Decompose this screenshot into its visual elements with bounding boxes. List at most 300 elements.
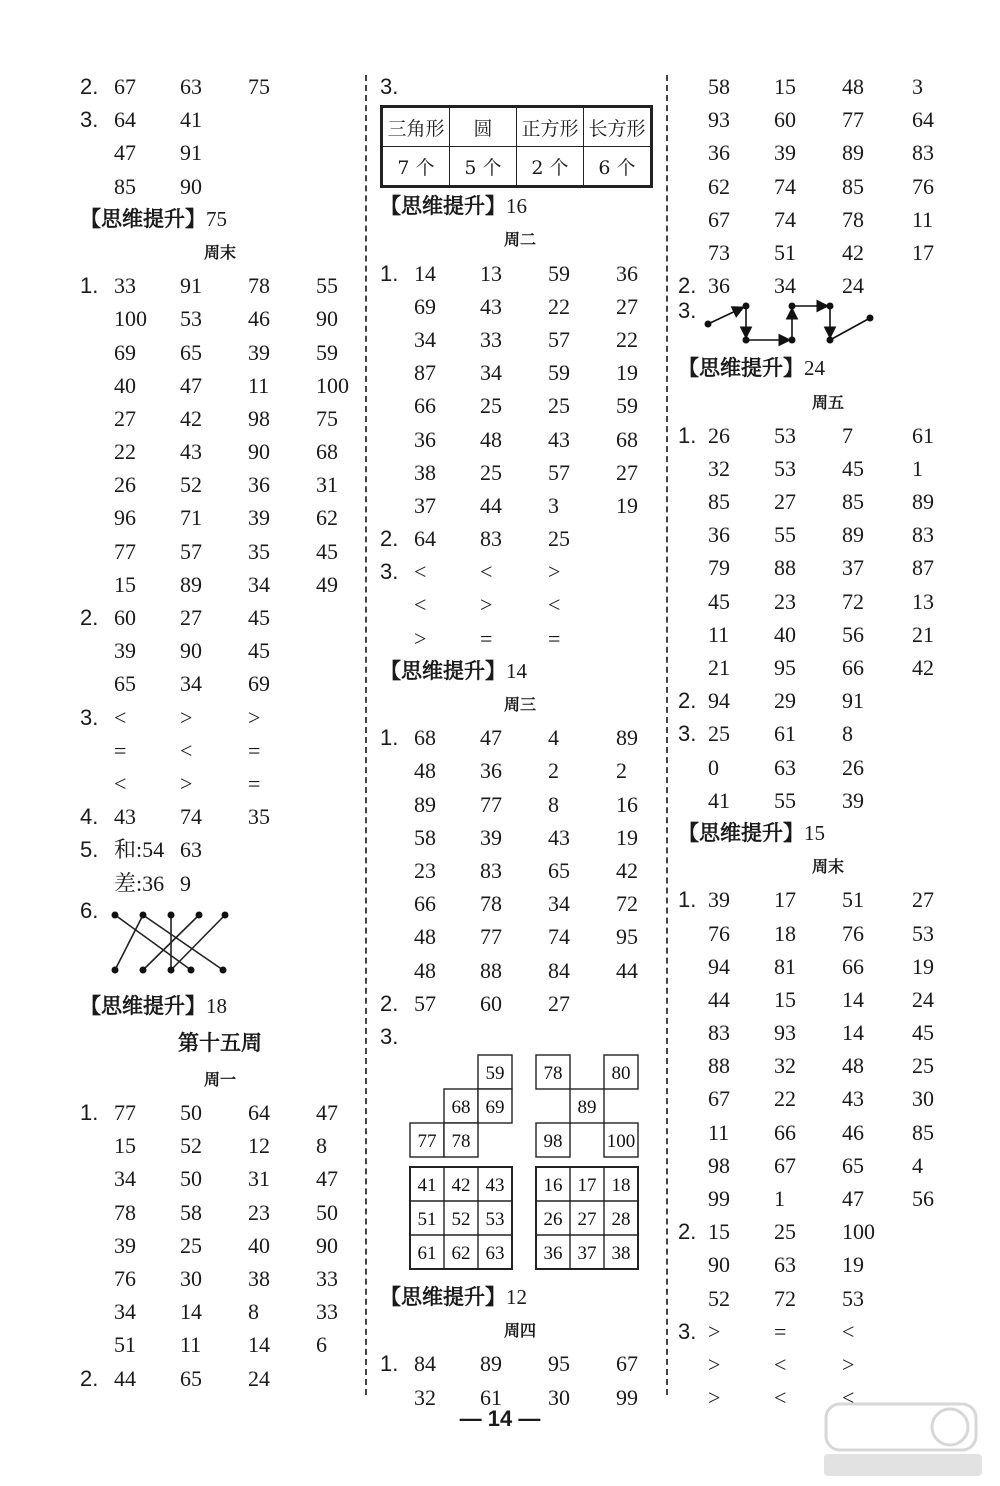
question-2	[80, 601, 360, 701]
thinking-bonus	[380, 1281, 660, 1314]
answer-value: 23	[248, 1199, 270, 1225]
question-number: 3.	[380, 1023, 399, 1049]
bonus-value: 18	[206, 993, 227, 1018]
answer-value: 40	[774, 621, 796, 647]
table-cell: 正方形	[517, 108, 584, 147]
answer-value: 60	[114, 605, 136, 630]
answer-value: 77	[842, 107, 864, 133]
answer-value: 99	[616, 1384, 638, 1410]
answer-value: 99	[708, 1186, 730, 1211]
answer-value: 26	[114, 472, 136, 498]
answer-value: 83	[708, 1020, 730, 1046]
answer-row	[380, 954, 660, 987]
answer-value: 15	[708, 1219, 730, 1245]
grid-number: 17	[577, 1175, 597, 1197]
answer-value: 27	[616, 293, 638, 319]
answer-value: 68	[616, 426, 638, 452]
table-header-row	[383, 108, 651, 147]
dot	[168, 911, 175, 918]
answer-value: 78	[114, 1199, 136, 1225]
answer-value: 8	[842, 721, 853, 747]
question-3	[80, 701, 360, 801]
column-left	[80, 70, 360, 1395]
answer-value: 64	[248, 1100, 270, 1126]
answer-row	[678, 1016, 978, 1049]
day-heading: 周末	[203, 242, 236, 262]
answer-value: 8	[316, 1133, 327, 1159]
answer-row	[80, 136, 360, 169]
answer-value: 60	[480, 990, 502, 1016]
answer-value: 93	[774, 1020, 796, 1046]
answer-value: 89	[842, 522, 864, 548]
answer-row	[380, 257, 660, 290]
column-middle	[380, 70, 660, 1414]
answer-value: 26	[842, 754, 864, 780]
answer-value: 89	[616, 725, 638, 751]
answer-row	[678, 1082, 978, 1115]
answer-value: 95	[774, 655, 796, 680]
answer-value: 74	[774, 206, 796, 232]
answer-value: 48	[414, 924, 436, 950]
answer-value: 57	[548, 326, 570, 352]
answer-value: 21	[912, 621, 934, 647]
answer-value: 48	[414, 758, 436, 784]
answer-row	[80, 767, 360, 800]
answer-value: 47	[316, 1166, 338, 1192]
answer-value: 44	[708, 986, 730, 1012]
answer-row	[678, 1215, 978, 1248]
answer-value: 62	[708, 173, 730, 199]
answer-value: 59	[548, 360, 570, 386]
answer-value: 8	[248, 1299, 259, 1325]
answer-value: 3	[912, 74, 923, 99]
answer-row	[380, 489, 660, 522]
answer-value: 22	[114, 439, 136, 465]
bonus-value: 14	[506, 658, 527, 683]
answer-value: 51	[842, 887, 864, 913]
dot	[789, 337, 796, 344]
answer-value: 14	[414, 260, 436, 286]
answer-value: 55	[774, 522, 796, 548]
answer-value: 90	[180, 173, 202, 199]
grid-number: 69	[485, 1097, 505, 1119]
answer-value: 25	[548, 393, 570, 419]
answer-value: 35	[248, 804, 270, 830]
answer-row	[80, 1295, 360, 1328]
answer-value: 45	[248, 638, 270, 664]
dot	[827, 337, 834, 344]
answer-row	[380, 522, 660, 555]
question-3	[678, 717, 978, 817]
day-heading: 周五	[811, 392, 844, 412]
watermark-logo	[818, 1400, 988, 1480]
answer-value: 48	[414, 957, 436, 983]
answer-row	[380, 920, 660, 953]
grid-number: 38	[611, 1243, 631, 1265]
answer-value: 39	[114, 638, 136, 664]
answer-value: 26	[708, 422, 730, 448]
answer-row	[80, 1196, 360, 1229]
question-1-continued	[678, 70, 978, 269]
answer-row	[678, 917, 978, 950]
answer-value: 42	[616, 857, 638, 883]
question-1	[678, 883, 978, 1215]
answer-value: 87	[414, 360, 436, 386]
answer-value: 64	[414, 526, 436, 552]
answer-row	[678, 1116, 978, 1149]
thinking-bonus	[80, 990, 360, 1023]
answer-value: 15	[774, 74, 796, 99]
answer-value: 91	[180, 273, 202, 299]
answer-value: 33	[316, 1299, 338, 1325]
answer-value: 85	[842, 489, 864, 515]
answer-value: 76	[708, 920, 730, 946]
dot	[188, 966, 195, 973]
grid-number: 36	[543, 1243, 563, 1265]
answer-value: 94	[708, 953, 730, 979]
grid-number: 52	[451, 1209, 471, 1231]
answer-value: 83	[912, 140, 934, 166]
answer-value: 58	[180, 1199, 202, 1225]
answer-value: 50	[316, 1199, 338, 1225]
question-number: 2.	[678, 273, 697, 299]
answer-value: 15	[114, 571, 136, 597]
answer-value: 2	[616, 758, 627, 784]
answer-value: 2	[548, 758, 559, 784]
week-title: 第十五周	[178, 1029, 262, 1055]
dot	[743, 303, 750, 310]
answer-value: 30	[180, 1266, 202, 1291]
answer-row	[380, 423, 660, 456]
answer-value: 31	[316, 472, 338, 498]
answer-value: 77	[114, 538, 136, 564]
answer-value: 71	[180, 505, 202, 531]
answer-row	[380, 588, 660, 621]
question-number: 1.	[80, 273, 99, 299]
dot	[705, 321, 712, 328]
answer-row	[380, 754, 660, 787]
answer-row	[678, 717, 978, 750]
answer-value: 23	[414, 857, 436, 883]
answer-value: =	[480, 625, 493, 651]
question-number: 3.	[80, 107, 99, 133]
answer-value: 44	[114, 1365, 136, 1391]
answer-value: 89	[480, 1351, 502, 1377]
answer-value: 34	[414, 326, 436, 352]
answer-value: 45	[912, 1020, 934, 1046]
answer-value: 55	[316, 273, 338, 299]
question-number: 3.	[678, 1318, 697, 1344]
question-6	[80, 897, 360, 990]
answer-value: 41	[180, 107, 202, 133]
answer-value: 40	[114, 372, 136, 398]
grid-number: 28	[611, 1209, 631, 1231]
answer-value: 89	[414, 791, 436, 817]
thinking-bonus	[678, 817, 978, 850]
answer-value: 差:36	[114, 870, 165, 896]
dot	[789, 303, 796, 310]
table-cell: 7 个	[383, 147, 450, 186]
dot	[827, 303, 834, 310]
answer-row	[80, 1262, 360, 1295]
answer-value: 39	[708, 887, 730, 913]
answer-value: 39	[842, 787, 864, 813]
question-number: 2.	[678, 688, 697, 714]
answer-value: 19	[616, 360, 638, 386]
answer-row	[80, 103, 360, 136]
answer-row	[80, 1096, 360, 1129]
answer-row	[380, 1347, 660, 1380]
answer-value: 78	[842, 206, 864, 232]
dot	[140, 966, 147, 973]
answer-value: 88	[708, 1053, 730, 1079]
answer-row	[380, 987, 660, 1020]
answer-value: 47	[180, 372, 202, 398]
answer-value: 98	[248, 405, 270, 431]
bonus-value: 16	[506, 194, 527, 219]
question-1	[380, 1347, 660, 1413]
answer-row	[380, 456, 660, 489]
answer-value: 36	[708, 140, 730, 166]
answer-value: 67	[708, 1086, 730, 1112]
answer-row	[678, 1348, 978, 1381]
answer-value: 27	[548, 990, 570, 1016]
page-number: — 14 —	[459, 1406, 541, 1431]
answer-value: 25	[480, 459, 502, 485]
answer-value: >	[548, 559, 561, 585]
answer-row	[380, 323, 660, 356]
grid-number: 62	[451, 1243, 471, 1265]
answer-row	[80, 435, 360, 468]
answer-row	[80, 501, 360, 534]
answer-value: 85	[114, 173, 136, 199]
answer-value: 72	[616, 891, 638, 917]
question-1	[380, 257, 660, 523]
answer-value: 46	[248, 306, 270, 332]
bonus-value: 12	[506, 1285, 527, 1310]
answer-value: 77	[480, 924, 502, 950]
question-number: 3.	[380, 74, 399, 99]
answer-value: 17	[912, 239, 934, 265]
answer-value: 65	[114, 671, 136, 697]
answer-row	[678, 236, 978, 269]
answer-value: 25	[774, 1219, 796, 1245]
answer-value: 67	[114, 74, 136, 99]
answer-value: 78	[248, 273, 270, 299]
table-cell: 2 个	[517, 147, 584, 186]
answer-value: 98	[708, 1152, 730, 1178]
answer-row	[678, 1049, 978, 1082]
answer-value: 21	[708, 655, 730, 680]
answer-row	[678, 651, 978, 684]
answer-value: 43	[480, 293, 502, 319]
answer-value: >	[414, 625, 427, 651]
answer-row	[380, 290, 660, 323]
answer-row	[678, 1315, 978, 1348]
answer-value: 57	[414, 990, 436, 1016]
answer-value: 24	[248, 1365, 270, 1391]
answer-value: 68	[316, 439, 338, 465]
answer-value: 67	[708, 206, 730, 232]
answer-value: 43	[114, 804, 136, 830]
answer-value: 39	[774, 140, 796, 166]
answer-value: 66	[414, 393, 436, 419]
dot	[140, 911, 147, 918]
answer-row	[678, 618, 978, 651]
dot	[743, 337, 750, 344]
question-number: 5.	[80, 837, 99, 863]
answer-value: 19	[616, 492, 638, 518]
thinking-bonus	[678, 352, 978, 385]
dot	[112, 911, 119, 918]
answer-value: 46	[842, 1119, 864, 1145]
answer-value: 13	[912, 588, 934, 614]
bonus-value: 75	[206, 206, 227, 231]
table-cell: 三角形	[383, 108, 450, 147]
answer-value: 30	[548, 1384, 570, 1410]
answer-value: 34	[180, 671, 202, 697]
answer-value: 29	[774, 688, 796, 714]
grid-number: 43	[485, 1175, 505, 1197]
answer-value: 63	[180, 837, 202, 863]
answer-row	[380, 788, 660, 821]
answer-row	[678, 585, 978, 618]
grid-number: 100	[606, 1131, 636, 1153]
answer-value: 47	[114, 140, 136, 166]
bonus-label: 【思维提升】	[80, 206, 206, 231]
answer-value: 61	[912, 422, 934, 448]
answer-value: 81	[774, 953, 796, 979]
answer-value: 15	[114, 1133, 136, 1159]
bonus-label: 【思维提升】	[380, 658, 506, 683]
answer-value: =	[114, 737, 127, 763]
answer-value: 15	[774, 986, 796, 1012]
answer-value: 43	[548, 426, 570, 452]
answer-value: >	[248, 704, 261, 730]
answer-value: 51	[774, 239, 796, 265]
answer-row	[678, 103, 978, 136]
bonus-label: 【思维提升】	[380, 194, 506, 219]
shape-count-table	[382, 107, 651, 186]
answer-row	[678, 1182, 978, 1215]
answer-value: 73	[708, 239, 730, 265]
answer-row	[80, 667, 360, 700]
answer-row	[678, 419, 978, 452]
answer-value: 27	[180, 605, 202, 630]
answer-value: <	[180, 737, 193, 763]
answer-value: 83	[480, 857, 502, 883]
answer-value: 32	[414, 1384, 436, 1410]
answer-value: 69	[114, 339, 136, 365]
answer-value: 11	[912, 206, 934, 232]
answer-value: 14	[842, 1020, 864, 1046]
answer-value: =	[774, 1318, 787, 1344]
column-right	[678, 70, 978, 1414]
question-3	[380, 555, 660, 655]
answer-row	[80, 1229, 360, 1262]
answer-value: 27	[912, 887, 934, 913]
answer-value: 58	[708, 74, 730, 99]
grid-number: 78	[543, 1063, 563, 1085]
answer-value: 56	[912, 1186, 934, 1211]
answer-value: 34	[480, 360, 502, 386]
answer-value: 63	[774, 1252, 796, 1278]
answer-value: 36	[708, 273, 730, 299]
answer-value: 32	[708, 455, 730, 481]
answer-value: 50	[180, 1166, 202, 1192]
answer-value: 40	[248, 1232, 270, 1258]
answer-row	[80, 269, 360, 302]
answer-value: 67	[616, 1351, 638, 1377]
answer-value: 42	[912, 655, 934, 680]
answer-value: 89	[842, 140, 864, 166]
answer-value: 42	[842, 239, 864, 265]
answer-value: <	[842, 1318, 855, 1344]
answer-value: 14	[842, 986, 864, 1012]
answer-value: 61	[774, 721, 796, 747]
answer-row	[380, 555, 660, 588]
grid-number: 61	[417, 1243, 437, 1265]
answer-row	[80, 70, 360, 103]
answer-row	[80, 1129, 360, 1162]
answer-value: <	[414, 559, 427, 585]
answer-row	[678, 950, 978, 983]
answer-value: 66	[842, 655, 864, 680]
question-number: 3.	[80, 704, 99, 730]
answer-value: 43	[842, 1086, 864, 1112]
question-number: 6.	[80, 897, 99, 923]
table-row	[383, 147, 651, 186]
answer-value: 58	[414, 824, 436, 850]
answer-value: 77	[480, 791, 502, 817]
answer-value: 39	[480, 824, 502, 850]
answer-value: 66	[774, 1119, 796, 1145]
grid-number: 37	[577, 1243, 597, 1265]
answer-row	[678, 751, 978, 784]
answer-value: 65	[180, 1365, 202, 1391]
question-number: 2.	[678, 1219, 697, 1245]
answer-value: 94	[708, 688, 730, 714]
answer-value: 27	[774, 489, 796, 515]
dot	[168, 966, 175, 973]
answer-value: <	[774, 1385, 787, 1411]
question-number: 1.	[678, 422, 697, 448]
answer-value: 96	[114, 505, 136, 531]
question-1	[80, 269, 360, 601]
answer-value: <	[414, 592, 427, 618]
answer-value: 66	[842, 953, 864, 979]
answer-value: 53	[774, 455, 796, 481]
grid-number: 80	[611, 1063, 631, 1085]
answer-row	[678, 485, 978, 518]
thinking-bonus	[380, 190, 660, 223]
question-1	[678, 419, 978, 685]
answer-value: 85	[912, 1119, 934, 1145]
answer-row	[80, 170, 360, 203]
answer-value: 45	[842, 455, 864, 481]
answer-value: <	[774, 1351, 787, 1377]
answer-value: 75	[316, 405, 338, 431]
table-cell: 5 个	[450, 147, 517, 186]
grid-number: 89	[577, 1097, 597, 1119]
answer-row	[380, 887, 660, 920]
answer-row	[80, 634, 360, 667]
answer-value: 33	[480, 326, 502, 352]
answer-value: 91	[842, 688, 864, 714]
answer-value: 95	[616, 924, 638, 950]
grid-number: 26	[543, 1209, 563, 1231]
answer-value: 34	[114, 1166, 136, 1192]
